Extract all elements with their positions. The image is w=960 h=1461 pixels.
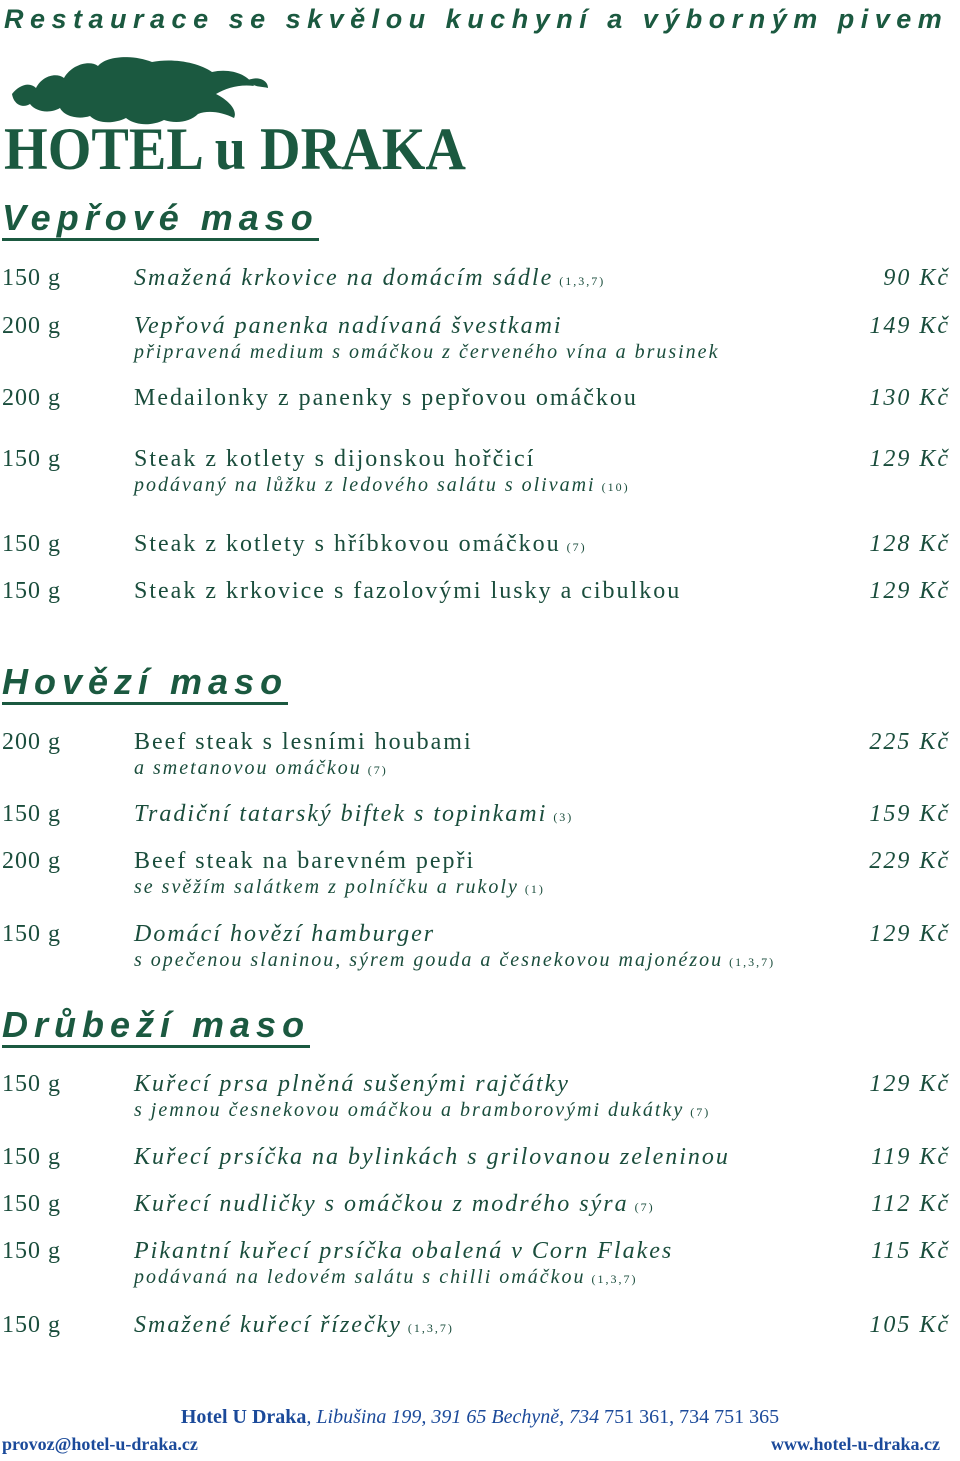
footer-address bbox=[0, 1405, 960, 1429]
item-name: Vepřová panenka nadívaná švestkami bbox=[134, 313, 563, 339]
item-description: s opečenou slaninou, sýrem gouda a česnekovou majonézou (1,3,7) bbox=[134, 949, 776, 971]
menu-item bbox=[0, 847, 960, 907]
item-price: 112 Kč bbox=[871, 1191, 950, 1217]
item-price: 128 Kč bbox=[869, 531, 950, 557]
item-allergens: (1,3,7) bbox=[591, 1272, 638, 1286]
dragon-icon bbox=[12, 57, 254, 124]
item-weight: 150 g bbox=[2, 921, 61, 947]
footer-email-link[interactable]: provoz@hotel-u-draka.cz bbox=[2, 1434, 198, 1454]
item-price: 149 Kč bbox=[869, 313, 950, 339]
item-allergens: (1,3,7) bbox=[729, 955, 776, 969]
item-price: 159 Kč bbox=[869, 801, 950, 827]
item-price: 90 Kč bbox=[883, 265, 950, 291]
item-weight: 200 g bbox=[2, 729, 61, 755]
item-weight: 150 g bbox=[2, 1071, 61, 1097]
item-name: Steak z krkovice s fazolovými lusky a cibulkou bbox=[134, 578, 682, 604]
item-allergens: (1) bbox=[524, 882, 545, 896]
item-name: Steak z kotlety s hříbkovou omáčkou (7) bbox=[134, 531, 587, 557]
item-price: 225 Kč bbox=[869, 729, 950, 755]
footer-hotel-name: Hotel U Draka bbox=[180, 1406, 307, 1428]
footer-phones: 751 361, 734 751 365 bbox=[599, 1406, 780, 1428]
item-weight: 150 g bbox=[2, 531, 61, 557]
item-name: Beef steak s lesními houbami bbox=[134, 729, 473, 755]
item-allergens: (10) bbox=[601, 480, 630, 494]
menu-item bbox=[0, 1311, 960, 1371]
item-name: Smažené kuřecí řízečky (1,3,7) bbox=[134, 1312, 454, 1338]
item-name: Beef steak na barevném pepři bbox=[134, 848, 476, 874]
item-description: připravená medium s omáčkou z červeného vína a brusinek bbox=[134, 341, 720, 363]
item-weight: 200 g bbox=[2, 848, 61, 874]
item-weight: 150 g bbox=[2, 578, 61, 604]
item-allergens: (7) bbox=[566, 540, 587, 554]
item-allergens: (3) bbox=[553, 810, 574, 824]
item-name: Kuřecí prsíčka na bylinkách s grilovanou zeleninou bbox=[134, 1144, 730, 1170]
item-allergens: (7) bbox=[367, 763, 388, 777]
footer-address-text: , Libušina 199, 391 65 Bechyně, 734 bbox=[306, 1406, 600, 1428]
item-price: 129 Kč bbox=[869, 446, 950, 472]
item-weight: 150 g bbox=[2, 265, 61, 291]
menu-item bbox=[0, 384, 960, 444]
item-name: Medailonky z panenky s pepřovou omáčkou bbox=[134, 385, 638, 411]
item-name: Domácí hovězí hamburger bbox=[134, 921, 436, 947]
tagline: Restaurace se skvělou kuchyní a výborným pivem bbox=[4, 4, 949, 34]
menu-item bbox=[0, 445, 960, 505]
item-weight: 200 g bbox=[2, 385, 61, 411]
item-price: 129 Kč bbox=[869, 578, 950, 604]
footer-web-link[interactable]: www.hotel-u-draka.cz bbox=[771, 1434, 940, 1454]
menu-item bbox=[0, 577, 960, 637]
item-price: 105 Kč bbox=[869, 1312, 950, 1338]
item-name: Smažená krkovice na domácím sádle (1,3,7) bbox=[134, 265, 606, 291]
item-weight: 150 g bbox=[2, 1238, 61, 1264]
hotel-logo bbox=[2, 54, 472, 174]
item-price: 229 Kč bbox=[869, 848, 950, 874]
item-description: podávaný na lůžku z ledového salátu s olivami (10) bbox=[134, 474, 630, 496]
section-title-beef: Hovězí maso bbox=[2, 662, 288, 705]
item-weight: 200 g bbox=[2, 313, 61, 339]
menu-item bbox=[0, 920, 960, 980]
menu-item bbox=[0, 1237, 960, 1297]
item-description: se svěžím salátkem z polníčku a rukoly (1) bbox=[134, 876, 545, 898]
section-title-poultry: Drůbeží maso bbox=[2, 1005, 310, 1048]
item-weight: 150 g bbox=[2, 1312, 61, 1338]
item-description: s jemnou česnekovou omáčkou a bramborovými dukátky (7) bbox=[134, 1099, 711, 1121]
item-price: 129 Kč bbox=[869, 921, 950, 947]
menu-item bbox=[0, 1070, 960, 1130]
item-name: Kuřecí prsa plněná sušenými rajčátky bbox=[134, 1071, 570, 1097]
item-weight: 150 g bbox=[2, 1191, 61, 1217]
item-allergens: (1,3,7) bbox=[559, 274, 606, 288]
item-description: a smetanovou omáčkou (7) bbox=[134, 757, 388, 779]
menu-item bbox=[0, 312, 960, 372]
item-name: Tradiční tatarský biftek s topinkami (3) bbox=[134, 801, 574, 827]
item-allergens: (7) bbox=[690, 1105, 711, 1119]
item-weight: 150 g bbox=[2, 801, 61, 827]
item-name: Pikantní kuřecí prsíčka obalená v Corn Flakes bbox=[134, 1238, 674, 1264]
item-price: 129 Kč bbox=[869, 1071, 950, 1097]
item-name: Kuřecí nudličky s omáčkou z modrého sýra (7) bbox=[134, 1191, 655, 1217]
item-price: 119 Kč bbox=[871, 1144, 950, 1170]
logo-text: HOTEL u DRAKA bbox=[4, 116, 466, 174]
item-weight: 150 g bbox=[2, 1144, 61, 1170]
item-weight: 150 g bbox=[2, 446, 61, 472]
section-title-pork: Vepřové maso bbox=[2, 198, 319, 241]
item-description: podávaná na ledovém salátu s chilli omáčkou (1,3,7) bbox=[134, 1266, 638, 1288]
item-price: 115 Kč bbox=[871, 1238, 950, 1264]
item-allergens: (1,3,7) bbox=[407, 1321, 454, 1335]
menu-item bbox=[0, 728, 960, 788]
item-name: Steak z kotlety s dijonskou hořčicí bbox=[134, 446, 536, 472]
item-price: 130 Kč bbox=[869, 385, 950, 411]
item-allergens: (7) bbox=[634, 1200, 655, 1214]
